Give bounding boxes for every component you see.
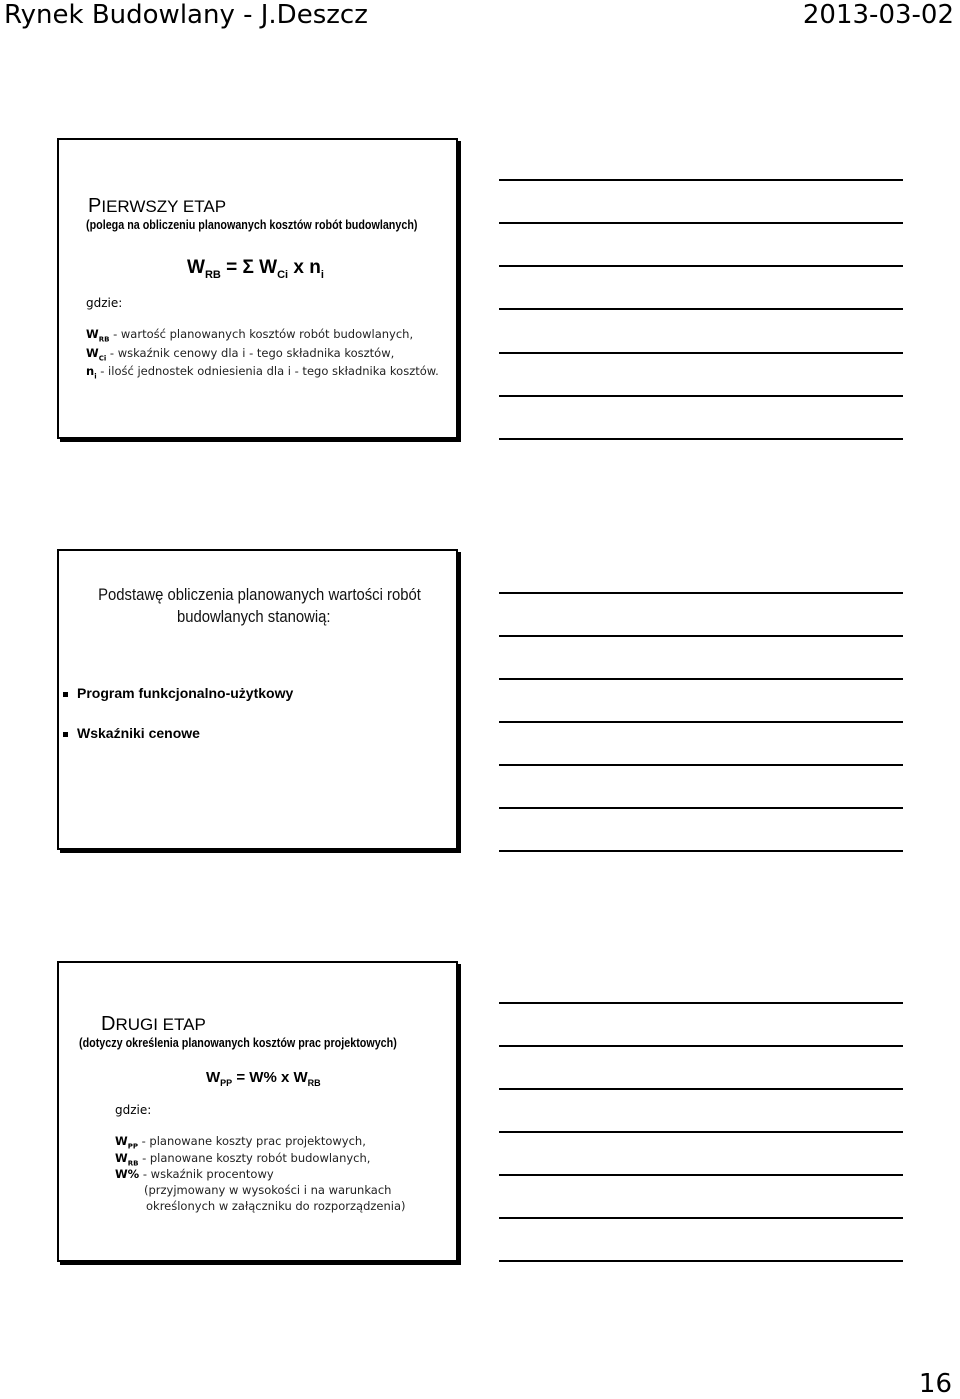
note-line	[499, 1217, 903, 1219]
note-line	[499, 1260, 903, 1262]
note-line	[499, 265, 903, 267]
slide-3-title: DRUGI ETAP	[101, 1013, 206, 1035]
note-line	[499, 179, 903, 181]
note-line	[499, 1002, 903, 1004]
slide-3-subtitle: (dotyczy określenia planowanych kosztów prac projektowych)	[79, 1036, 397, 1050]
slide-2-bullet-1: Program funkcjonalno-użytkowy	[77, 685, 294, 701]
slide-3-formula: $W_{PP} = W\%$ x $W_{RB}$	[206, 1069, 321, 1088]
slide-1-title: PIERWSZY ETAP	[88, 195, 227, 217]
note-line	[499, 395, 903, 397]
note-line	[499, 1174, 903, 1176]
slide-2	[57, 549, 458, 850]
note-line	[499, 352, 903, 354]
slide-3-def-wpp: $W_{PP}$ - planowane koszty prac projektowych,	[115, 1134, 366, 1151]
note-line	[499, 635, 903, 637]
header-date: 2013-03-02	[802, 0, 954, 30]
note-line	[499, 721, 903, 723]
slide-2-heading-line1: Podstawę obliczenia planowanych wartości robót	[98, 586, 421, 604]
note-line	[499, 1131, 903, 1133]
note-line	[499, 308, 903, 310]
slide-3-def-wpercent: W% - wskaźnik procentowy	[115, 1167, 274, 1181]
slide-1-subtitle: (polega na obliczeniu planowanych kosztów robót budowlanych)	[86, 218, 418, 232]
note-line	[499, 1088, 903, 1090]
page-number: 16	[918, 1369, 952, 1399]
note-line	[499, 1045, 903, 1047]
slide-2-heading-line2: budowlanych stanowią:	[177, 608, 331, 626]
header-title: Rynek Budowlany - J.Deszcz	[4, 0, 368, 30]
slide-3	[57, 961, 458, 1262]
note-line	[499, 438, 903, 440]
slide-1-def-wci: $W_{Ci}$ - wskaźnik cenowy dla i - tego składnika kosztów,	[86, 346, 395, 363]
slide-3-def-extra-2: określonych w załączniku do rozporządzenia)	[146, 1199, 406, 1213]
note-line	[499, 678, 903, 680]
note-line	[499, 592, 903, 594]
slide-3-gdzie: gdzie:	[115, 1103, 152, 1117]
note-line	[499, 807, 903, 809]
slide-1-gdzie: gdzie:	[86, 296, 123, 310]
slide-1-def-wrb: $W_{RB}$ - wartość planowanych kosztów robót budowlanych,	[86, 327, 414, 344]
slide-1-def-ni: $n_i$ - ilość jednostek odniesienia dla i - tego składnika kosztów.	[86, 364, 439, 381]
slide-2-bullet-2: Wskaźniki cenowe	[77, 725, 200, 741]
slide-1	[57, 138, 458, 439]
slide-3-def-extra-1: (przyjmowany w wysokości i na warunkach	[144, 1183, 392, 1197]
slide-3-def-wrb: $W_{RB}$ - planowane koszty robót budowlanych,	[115, 1151, 371, 1168]
slide-1-formula: $W_{RB} = \Sigma$ $W_{Ci}$ x $n_i$	[187, 257, 324, 281]
note-line	[499, 764, 903, 766]
note-line	[499, 222, 903, 224]
note-line	[499, 850, 903, 852]
